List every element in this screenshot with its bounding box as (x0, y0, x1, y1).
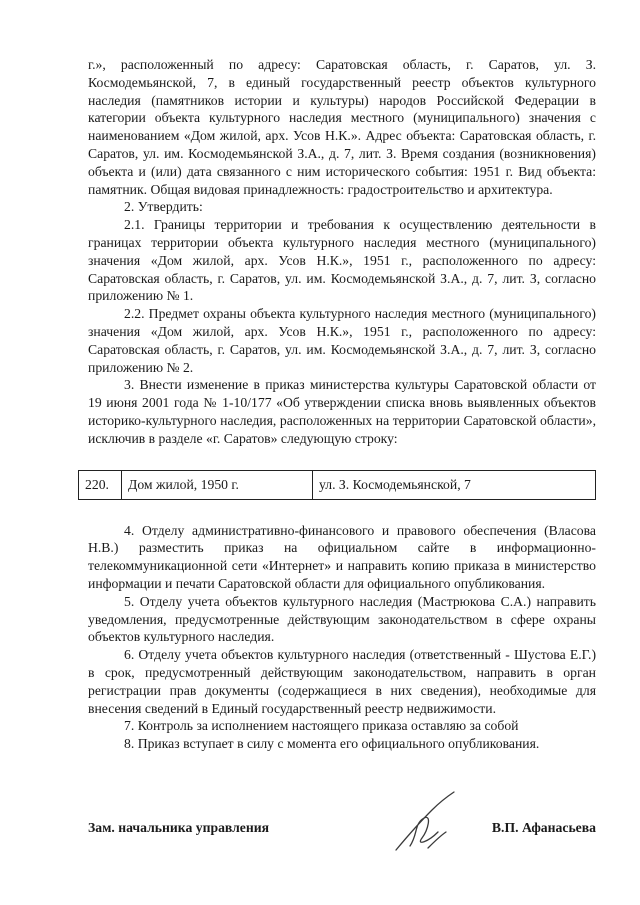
handwritten-signature (388, 788, 468, 858)
paragraph-2-2: 2.2. Предмет охраны объекта культурного наследия местного (муниципального) значения «Дом жилой, арх. Усов Н.К.», 1951 г., расположенного по адресу: Саратовская область, г. Саратов, ул. им. Космодемьянской З.А., д. 7, лит. З, согласно приложению № 2. (88, 306, 596, 375)
paragraph-2-1: 2.1. Границы территории и требования к осуществлению деятельности в границах территории объекта культурного наследия местного (муниципального) значения «Дом жилой, арх. Усов Н.К.», 1951 г., расположенного по адресу: Саратовская область, г. Саратов, ул. им. Космодемьянской З.А., д. 7, лит. З, согласно приложению № 1. (88, 217, 596, 304)
paragraph-3: 3. Внести изменение в приказ министерства культуры Саратовской области от 19 июня 2001 года № 1-10/177 «Об утверждении списка вновь выявленных объектов историко-культурного наследия, расположенных на территории Саратовской области», исключив в разделе «г. Саратов» следующую строку: (88, 377, 596, 446)
paragraph-4: 4. Отделу административно-финансового и правового обеспечения (Власова Н.В.) разместить приказ на официальном сайте в информационно-телекоммуникационной сети «Интернет» и направить копию приказа в министерство информации и печати Саратовской области для официального опубликования. (88, 522, 596, 591)
signer-name: В.П. Афанасьева (491, 820, 596, 835)
paragraph-1-continued: г.», расположенный по адресу: Саратовская область, г. Саратов, ул. З. Космодемьянской, 7, в единый государственный реестр объектов культурного наследия (памятников истории и культуры) народов Российской Федерации в категории объекта культурного наследия местного (муниципального) значения с наименованием «Дом жилой, арх. Усов Н.К.». Адрес объекта: Саратовская область, г. Саратов, ул. им. Космодемьянской З.А., д. 7, лит. З. Время создания (возникновения) объекта и (или) дата связанного с ним исторического события: 1951 г. Вид объекта: памятник. Общая видовая принадлежность: градостроительство и архитектура. (88, 57, 596, 197)
table-row (79, 470, 596, 499)
signer-role: Зам. начальника управления (88, 820, 270, 835)
paragraph-8: 8. Приказ вступает в силу с момента его официального опубликования. (124, 736, 540, 752)
excluded-row-table (78, 470, 596, 500)
paragraph-5: 5. Отделу учета объектов культурного наследия (Мастрюкова С.А.) направить уведомления, предусмотренные действующим законодательством в сфере охраны объектов культурного наследия. (88, 593, 596, 645)
document-body (85, 56, 596, 753)
row-number: 220. (79, 470, 122, 499)
paragraph-7: 7. Контроль за исполнением настоящего приказа оставляю за собой (124, 718, 519, 734)
paragraph-2: 2. Утвердить: (124, 199, 203, 215)
object-address: ул. З. Космодемьянской, 7 (313, 470, 596, 499)
paragraph-6: 6. Отделу учета объектов культурного наследия (ответственный - Шустова Е.Г.) в срок, предусмотренный действующим законодательством, направить в орган регистрации прав документы (содержащиеся в них сведения), необходимые для внесения сведений в Единый государственный реестр недвижимости. (88, 647, 596, 716)
signature-block (88, 818, 596, 842)
object-name: Дом жилой, 1950 г. (122, 470, 313, 499)
